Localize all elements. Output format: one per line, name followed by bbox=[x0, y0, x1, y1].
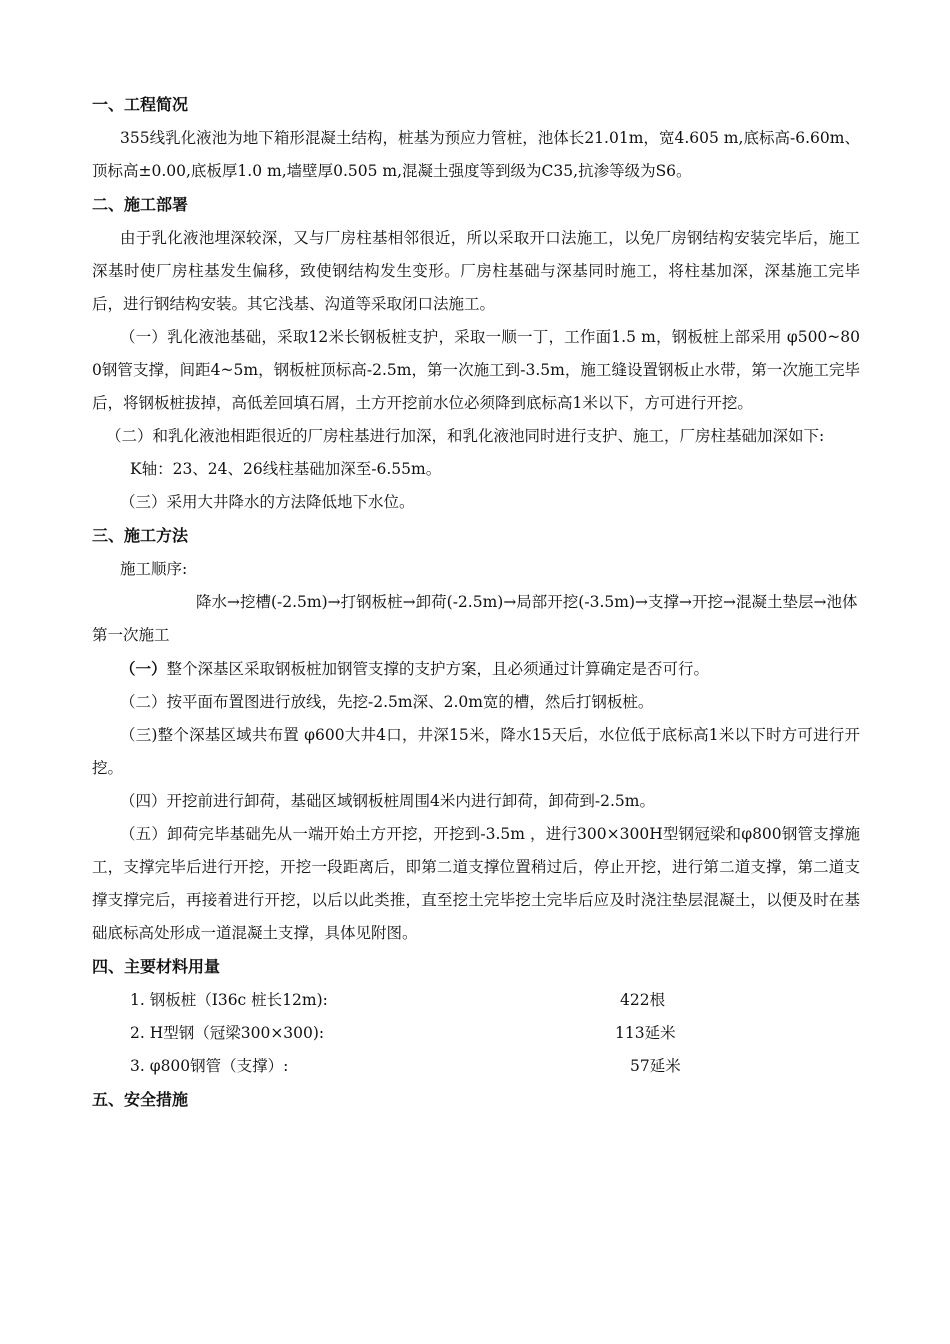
deployment-paragraph-5: （三）采用大井降水的方法降低地下水位。 bbox=[120, 493, 415, 511]
method-paragraph-2: （二）按平面布置图进行放线，先挖-2.5m深、2.0m宽的槽，然后打钢板桩。 bbox=[120, 693, 654, 711]
method-paragraph-1-text: 整个深基区采取钢板桩加钢管支撑的支护方案，且必须通过计算确定是否可行。 bbox=[166, 660, 710, 678]
overview-paragraph: 355线乳化液池为地下箱形混凝土结构，桩基为预应力管桩，池体长21.01m，宽4.605 m,底标高-6.60m、顶标高±0.00,底板厚1.0 m,墙壁厚0.505 m,混凝土强度等到级为C35,抗渗等级为S6。 bbox=[92, 129, 860, 180]
material-label: 2. H型钢（冠梁300×300): bbox=[130, 1024, 325, 1042]
material-row-h-beam bbox=[92, 1017, 860, 1050]
section-heading-safety: 五、安全措施 bbox=[92, 1090, 189, 1109]
section-heading-deployment: 二、施工部署 bbox=[92, 195, 189, 214]
material-quantity: 113延米 bbox=[615, 1024, 676, 1042]
deployment-paragraph-2: （一）乳化液池基础，采取12米长钢板桩支护，采取一顺一丁，工作面1.5 m，钢板桩上部采用 φ500~800钢管支撑，间距4~5m，钢板桩顶标高-2.5m，第一次施工到-3.5m，施工缝设置钢板止水带，第一次施工完毕后，将钢板桩拔掉，高低差回填石屑，土方开挖前水位必须降到底标高1米以下，方可进行开挖。 bbox=[92, 328, 860, 412]
method-paragraph-4: （四）开挖前进行卸荷，基础区域钢板桩周围4米内进行卸荷，卸荷到-2.5m。 bbox=[120, 792, 655, 810]
method-paragraph-1-lead: （一） bbox=[120, 659, 167, 678]
section-heading-overview: 一、工程简况 bbox=[92, 95, 189, 114]
construction-order-label: 施工顺序: bbox=[120, 560, 188, 578]
material-quantity: 422根 bbox=[620, 991, 666, 1009]
construction-sequence: 降水→挖槽(-2.5m)→打钢板桩→卸荷(-2.5m)→局部开挖(-3.5m)→支撑→开挖→混凝土垫层→池体第一次施工 bbox=[92, 593, 858, 644]
deployment-paragraph-4: K轴：23、24、26线柱基础加深至-6.55m。 bbox=[130, 460, 442, 478]
material-quantity: 57延米 bbox=[630, 1057, 681, 1075]
section-heading-materials: 四、主要材料用量 bbox=[92, 957, 221, 976]
document-page bbox=[92, 88, 860, 1117]
method-paragraph-3: （三)整个深基区域共布置 φ600大井4口，井深15米，降水15天后，水位低于底标高1米以下时方可进行开挖。 bbox=[92, 726, 860, 777]
deployment-paragraph-1: 由于乳化液池埋深较深，又与厂房柱基相邻很近，所以采取开口法施工，以免厂房钢结构安装完毕后，施工深基时使厂房柱基发生偏移，致使钢结构发生变形。厂房柱基础与深基同时施工，将柱基加深，深基施工完毕后，进行钢结构安装。其它浅基、沟道等采取闭口法施工。 bbox=[92, 229, 860, 313]
section-heading-method: 三、施工方法 bbox=[92, 526, 189, 545]
deployment-paragraph-3: （二）和乳化液池相距很近的厂房柱基进行加深，和乳化液池同时进行支护、施工，厂房柱基础加深如下: bbox=[106, 427, 825, 445]
material-row-steel-pipe bbox=[92, 1050, 860, 1083]
method-paragraph-1 bbox=[92, 652, 860, 686]
material-label: 3. φ800钢管（支撑）: bbox=[130, 1057, 289, 1075]
material-row-steel-sheet-pile bbox=[92, 984, 860, 1017]
material-label: 1. 钢板桩（I36c 桩长12m): bbox=[130, 991, 328, 1009]
method-paragraph-5: （五）卸荷完毕基础先从一端开始土方开挖，开挖到-3.5m ，进行300×300H型钢冠梁和φ800钢管支撑施工，支撑完毕后进行开挖，开挖一段距离后，即第二道支撑位置稍过后，停止开挖，进行第二道支撑，第二道支撑支撑完后，再接着进行开挖，以后以此类推，直至挖土完毕挖土完毕后应及时浇注垫层混凝土，以便及时在基础底标高处形成一道混凝土支撑，具体见附图。 bbox=[92, 825, 860, 942]
